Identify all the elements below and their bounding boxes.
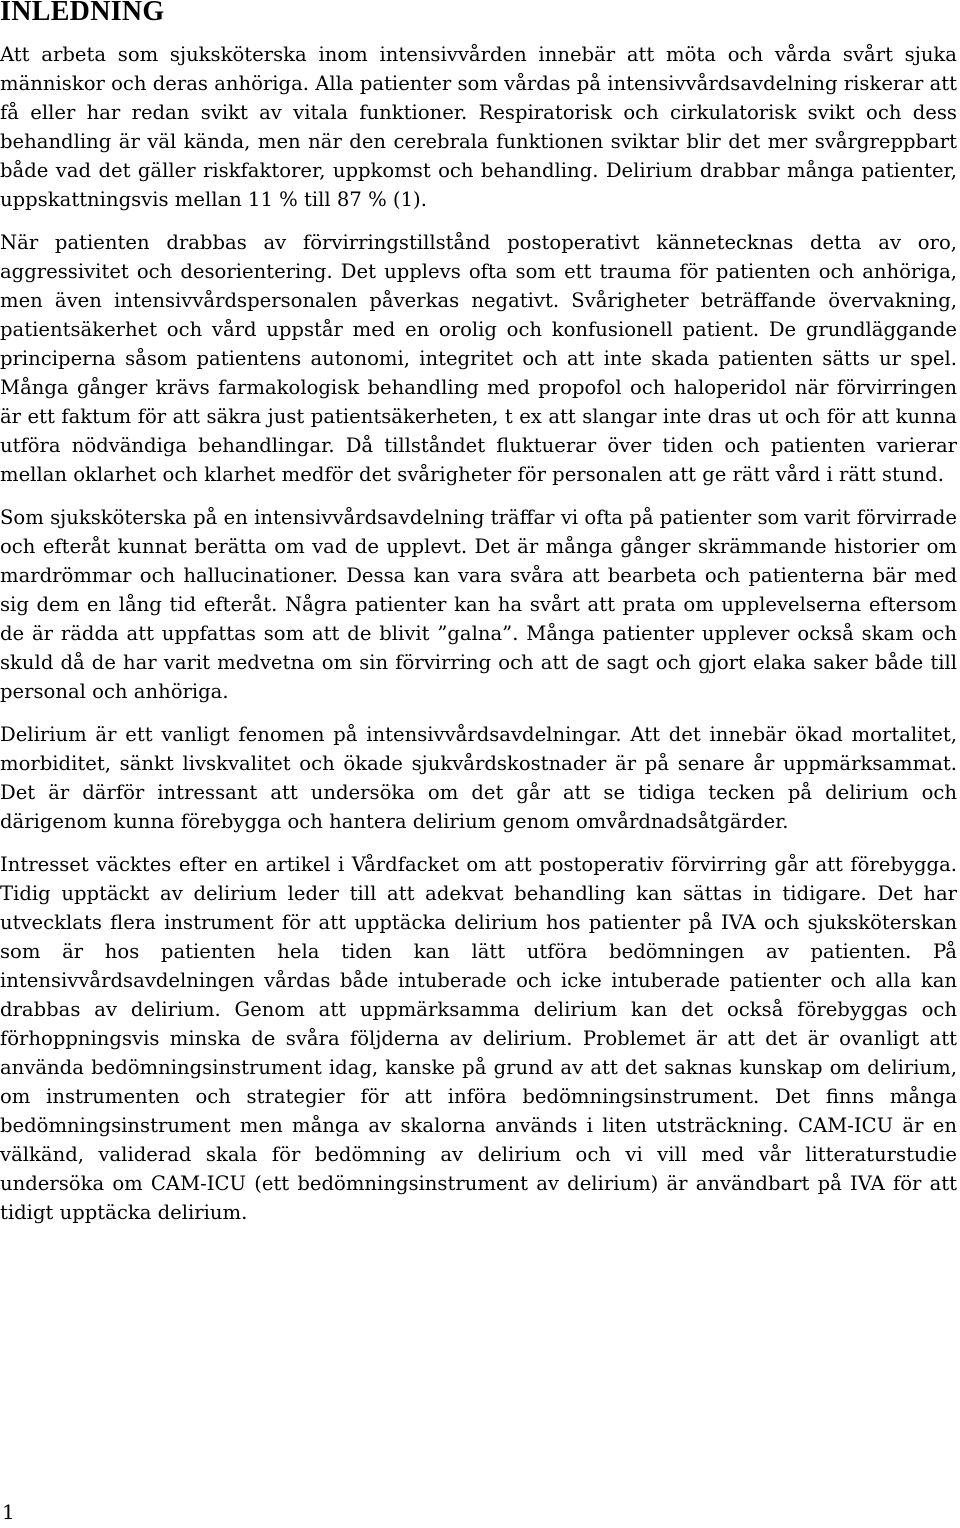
paragraph-4: Delirium är ett vanligt fenomen på intensivvårdsavdelningar. Att det innebär ökad mortalitet, morbiditet, sänkt livskvalitet och ökade sjukvårdskostnader är på senare år uppmärksammat. Det är därför intressant att undersöka om det går att se tidiga tecken på delirium och därigenom kunna förebygga och hantera delirium genom omvårdnadsåtgärder. [0,723,957,833]
paragraph-2: När patienten drabbas av förvirringstillstånd postoperativt kännetecknas detta av oro, aggressivitet och desorientering. Det upplevs ofta som ett trauma för patienten och anhöriga, men även intensivvårdspersonalen påverkas negativt. Svårigheter beträffande övervakning, patientsäkerhet och vård uppstår med en orolig och konfusionell patient. De grundläggande principerna såsom patientens autonomi, integritet och att inte skada patienten sätts ur spel. Många gånger krävs farmakologisk behandling med propofol och haloperidol när förvirringen är ett faktum för att säkra just patientsäkerheten, t ex att slangar inte dras ut och för att kunna utföra nödvändiga behandlingar. Då tillståndet fluktuerar över tiden och patienten varierar mellan oklarhet och klarhet medför det svårigheter för personalen att ge rätt vård i rätt stund. [0,231,957,486]
paragraph-3: Som sjuksköterska på en intensivvårdsavdelning träffar vi ofta på patienter som varit förvirrade och efteråt kunnat berätta om vad de upplevt. Det är många gånger skrämmande historier om mardrömmar och hallucinationer. Dessa kan vara svåra att bearbeta och patienterna bär med sig dem en lång tid efteråt. Några patienter kan ha svårt att prata om upplevelserna eftersom de är rädda att uppfattas som att de blivit ”galna”. Många patienter upplever också skam och skuld då de har varit medvetna om sin förvirring och att de sagt och gjort elaka saker både till personal och anhöriga. [0,506,957,703]
body-text [0,40,957,1227]
page-number: 1 [2,1500,15,1524]
section-heading: INLEDNING [0,0,165,27]
paragraph-1: Att arbeta som sjuksköterska inom intensivvården innebär att möta och vårda svårt sjuka människor och deras anhöriga. Alla patienter som vårdas på intensivvårdsavdelning riskerar att få eller har redan svikt av vitala funktioner. Respiratorisk och cirkulatorisk svikt och dess behandling är väl kända, men när den cerebrala funktionen sviktar blir det mer svårgreppbart både vad det gäller riskfaktorer, uppkomst och behandling. Delirium drabbar många patienter, uppskattningsvis mellan 11 % till 87 % (1). [0,43,957,211]
paragraph-5: Intresset väcktes efter en artikel i Vårdfacket om att postoperativ förvirring går att förebygga. Tidig upptäckt av delirium leder till att adekvat behandling kan sättas in tidigare. Det har utvecklats flera instrument för att upptäcka delirium hos patienter på IVA och sjuksköterskan som är hos patienten hela tiden kan lätt utföra bedömningen av patienten. På intensivvårdsavdelningen vårdas både intuberade och icke intuberade patienter och alla kan drabbas av delirium. Genom att uppmärksamma delirium kan det också förebyggas och förhoppningsvis minska de svåra följderna av delirium. Problemet är att det är ovanligt att använda bedömningsinstrument idag, kanske på grund av att det saknas kunskap om delirium, om instrumenten och strategier för att införa bedömningsinstrument. Det finns många bedömningsinstrument men många av skalorna används i liten utsträckning. CAM-ICU är en välkänd, validerad skala för bedömning av delirium och vi vill med vår litteraturstudie undersöka om CAM-ICU (ett bedömningsinstrument av delirium) är användbart på IVA för att tidigt upptäcka delirium. [0,853,957,1224]
